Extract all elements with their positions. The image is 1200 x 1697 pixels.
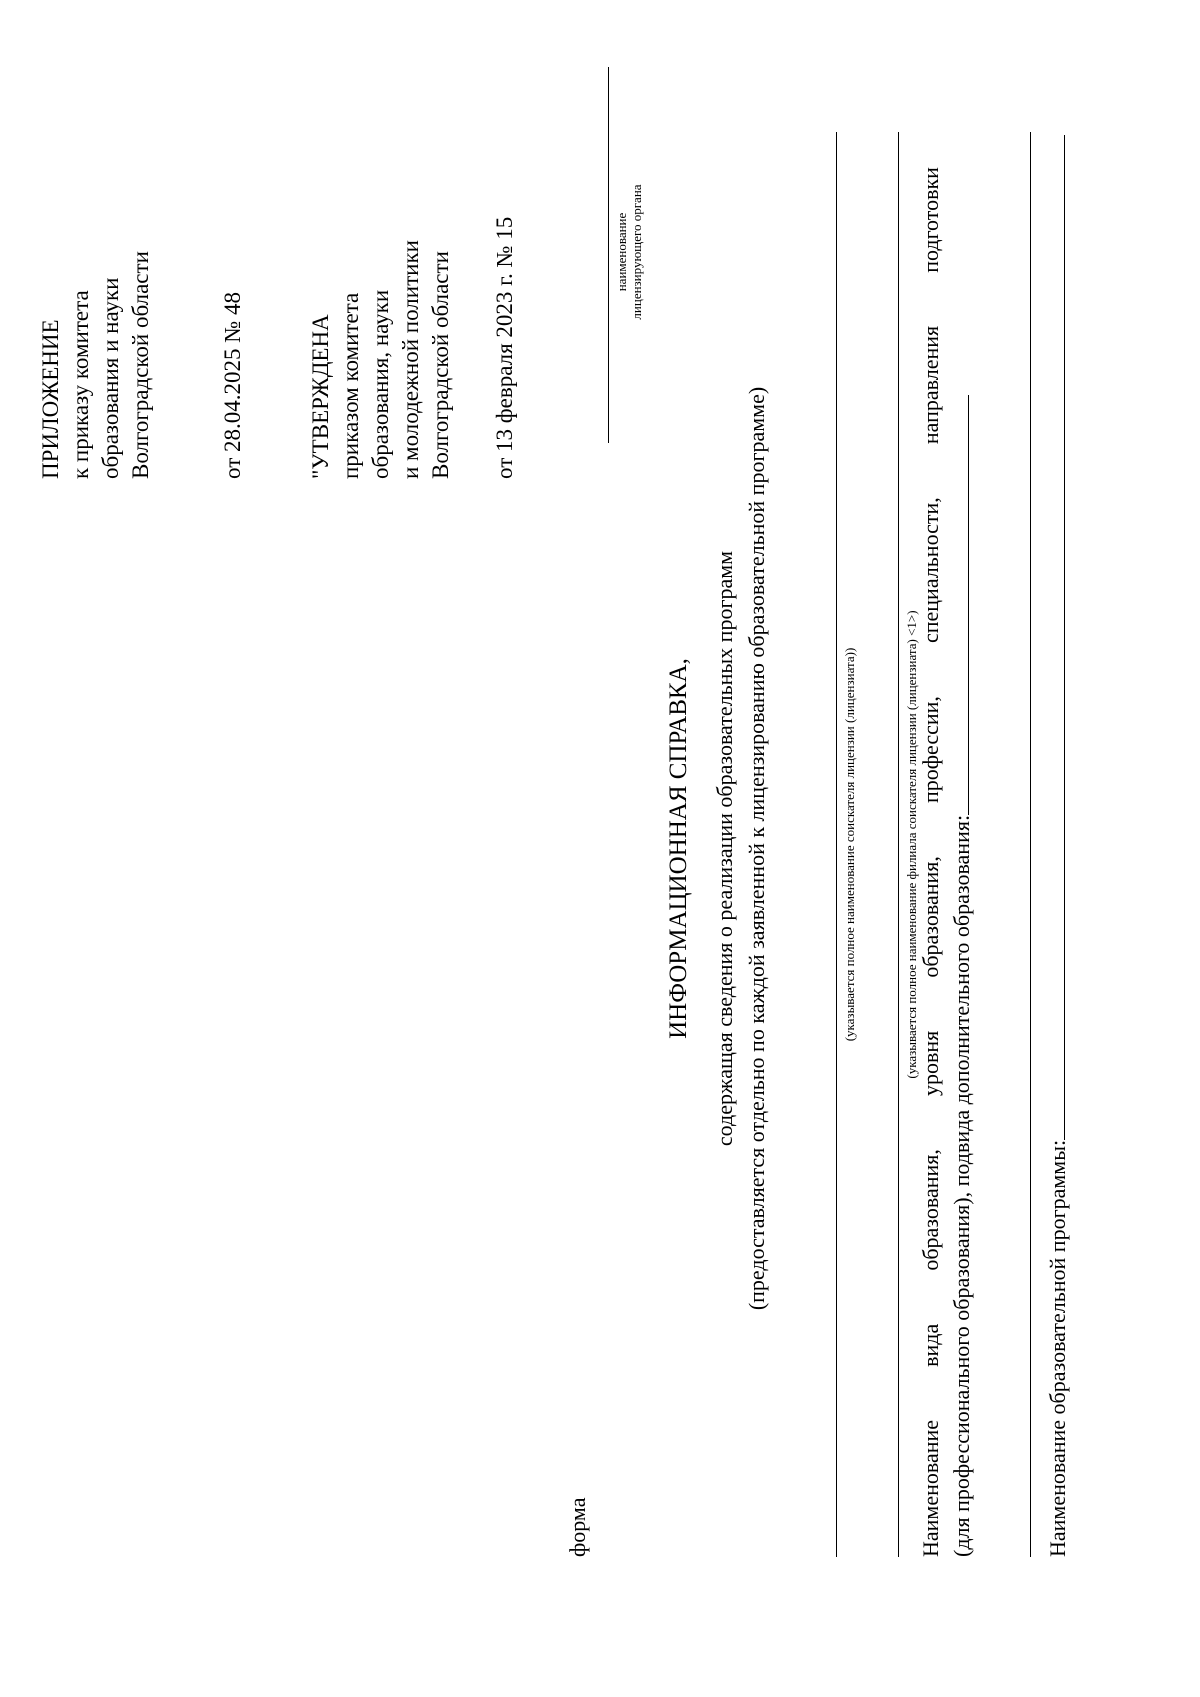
document-subtitle-1: содержащая сведения о реализации образовательных программ [712, 550, 737, 1147]
approval-line-2: приказом комитета [338, 292, 363, 479]
appendix-date: от 28.04.2025 № 48 [220, 292, 245, 479]
licensing-body-line [608, 67, 609, 443]
branch-name-line [898, 132, 899, 1557]
approval-line-1: "УТВЕРЖДЕНА [308, 314, 333, 479]
separator-line [1030, 132, 1031, 1557]
branch-caption: (указывается полное наименование филиала соискателя лицензии (лицензиата) <1>) [904, 610, 919, 1079]
form-label: форма [565, 1497, 590, 1557]
appendix-header [36, 251, 156, 479]
education-type-line-2-text: (для профессионального образования), подвида дополнительного образования: [949, 814, 974, 1557]
applicant-caption: (указывается полное наименование соискателя лицензии (лицензиата)) [842, 647, 857, 1042]
edu-word-8: направления [918, 325, 943, 445]
document-subtitle-2: (предоставляется отдельно по каждой заявленной к лицензированию образовательной программе) [744, 386, 769, 1311]
edu-word-3: образования, [918, 1149, 943, 1271]
program-name-row [1044, 135, 1072, 1557]
edu-word-5: образования, [918, 856, 943, 978]
edu-word-4: уровня [918, 1030, 943, 1097]
approval-block [306, 240, 456, 479]
education-type-line-2 [948, 395, 976, 1557]
appendix-line-2: к приказу комитета [68, 290, 93, 479]
document-title: ИНФОРМАЦИОННАЯ СПРАВКА, [665, 658, 692, 1039]
education-type-line-1 [916, 167, 946, 1557]
appendix-line-4: Волгоградской области [128, 251, 153, 479]
licensing-caption-line-2: лицензирующего органа [629, 184, 644, 320]
education-type-fill[interactable] [948, 395, 969, 815]
applicant-name-line [836, 132, 837, 1557]
edu-word-9: подготовки [918, 167, 943, 273]
approval-line-4: и молодежной политики [398, 240, 423, 479]
program-name-fill[interactable] [1044, 135, 1065, 1140]
appendix-line-1: ПРИЛОЖЕНИЕ [38, 319, 63, 479]
edu-word-2: вида [918, 1323, 943, 1367]
appendix-line-3: образования и науки [98, 277, 123, 479]
edu-word-6: профессии, [918, 696, 943, 804]
licensing-body-caption [614, 157, 644, 347]
licensing-caption-line-1: наименование [614, 212, 629, 292]
edu-word-7: специальности, [918, 497, 943, 644]
edu-word-1: Наименование [918, 1419, 943, 1557]
approval-date: от 13 февраля 2023 г. № 15 [492, 216, 517, 479]
approval-line-5: Волгоградской области [428, 251, 453, 479]
program-name-label: Наименование образовательной программы: [1045, 1139, 1070, 1557]
approval-line-3: образования, науки [368, 289, 393, 479]
